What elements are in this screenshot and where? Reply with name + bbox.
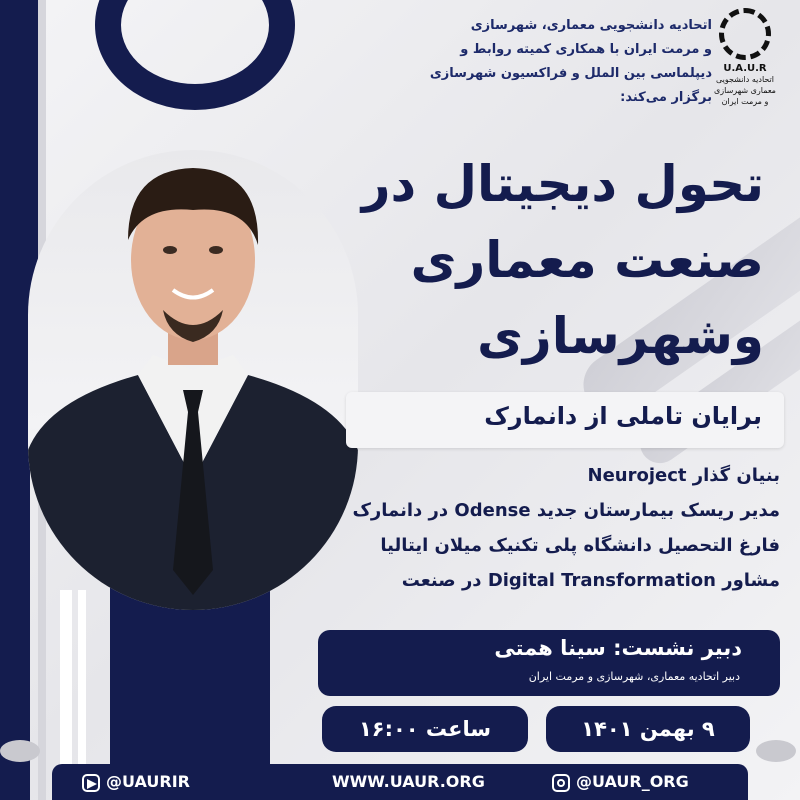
logo-letters: U.A.U.R bbox=[723, 63, 767, 74]
title-line: صنعت معماری bbox=[410, 231, 764, 289]
intro-line: برگزار می‌کند: bbox=[620, 90, 712, 105]
host-box bbox=[318, 630, 780, 696]
title-line: تحول دیجیتال در bbox=[361, 155, 764, 213]
website-link[interactable]: WWW.UAUR.ORG bbox=[332, 772, 485, 791]
host-subtitle: دبیر اتحادیه معماری، شهرسازی و مرمت ایران bbox=[528, 670, 740, 683]
intro-line: و مرمت ایران با همکاری کمیته روابط و bbox=[460, 42, 712, 57]
logo-text-line: و مرمت ایران bbox=[721, 97, 769, 106]
decorative-leaf bbox=[0, 740, 40, 762]
decorative-stripe bbox=[78, 590, 86, 770]
logo-text-line: معماری شهرسازی bbox=[714, 86, 776, 95]
logo-text-line: اتحادیه دانشجویی bbox=[715, 75, 774, 84]
decorative-leaf bbox=[756, 740, 796, 762]
host-title: دبیر نشست: سینا همتی bbox=[494, 636, 742, 660]
instagram-icon bbox=[552, 774, 570, 792]
footer-bar bbox=[52, 764, 748, 800]
title-line: وشهرسازی bbox=[477, 307, 764, 365]
intro-text bbox=[372, 14, 712, 110]
decorative-ring bbox=[95, 0, 295, 110]
speaker-box bbox=[346, 392, 784, 448]
instagram-link[interactable] bbox=[552, 764, 689, 800]
speaker-name: برایان تاملی از دانمارک bbox=[484, 402, 762, 430]
telegram-link[interactable] bbox=[82, 764, 190, 800]
bio-line: مدیر ریسک بیمارستان جدید Odense در دانمارک bbox=[352, 500, 780, 521]
telegram-icon bbox=[82, 774, 100, 792]
instagram-handle: @UAUR_ORG bbox=[576, 772, 689, 791]
bio-line: فارغ التحصیل دانشگاه پلی تکنیک میلان ایتالیا bbox=[380, 535, 780, 556]
event-title bbox=[344, 146, 764, 374]
decorative-bar bbox=[0, 360, 30, 800]
decorative-stripe bbox=[60, 590, 72, 770]
date-pill: ۹ بهمن ۱۴۰۱ bbox=[546, 706, 750, 752]
intro-line: اتحادیه دانشجویی معماری، شهرسازی bbox=[470, 18, 712, 33]
uaur-logo bbox=[710, 8, 780, 107]
logo-ring-icon bbox=[719, 8, 771, 60]
bio-line: بنیان گذار Neuroject bbox=[587, 465, 780, 486]
intro-line: دیپلماسی بین الملل و فراکسیون شهرسازی bbox=[429, 66, 712, 81]
bio-line: مشاور Digital Transformation در صنعت bbox=[401, 570, 780, 591]
speaker-bio bbox=[260, 458, 780, 598]
time-pill: ساعت ۱۶:۰۰ bbox=[322, 706, 528, 752]
telegram-handle: @UAURIR bbox=[106, 772, 190, 791]
